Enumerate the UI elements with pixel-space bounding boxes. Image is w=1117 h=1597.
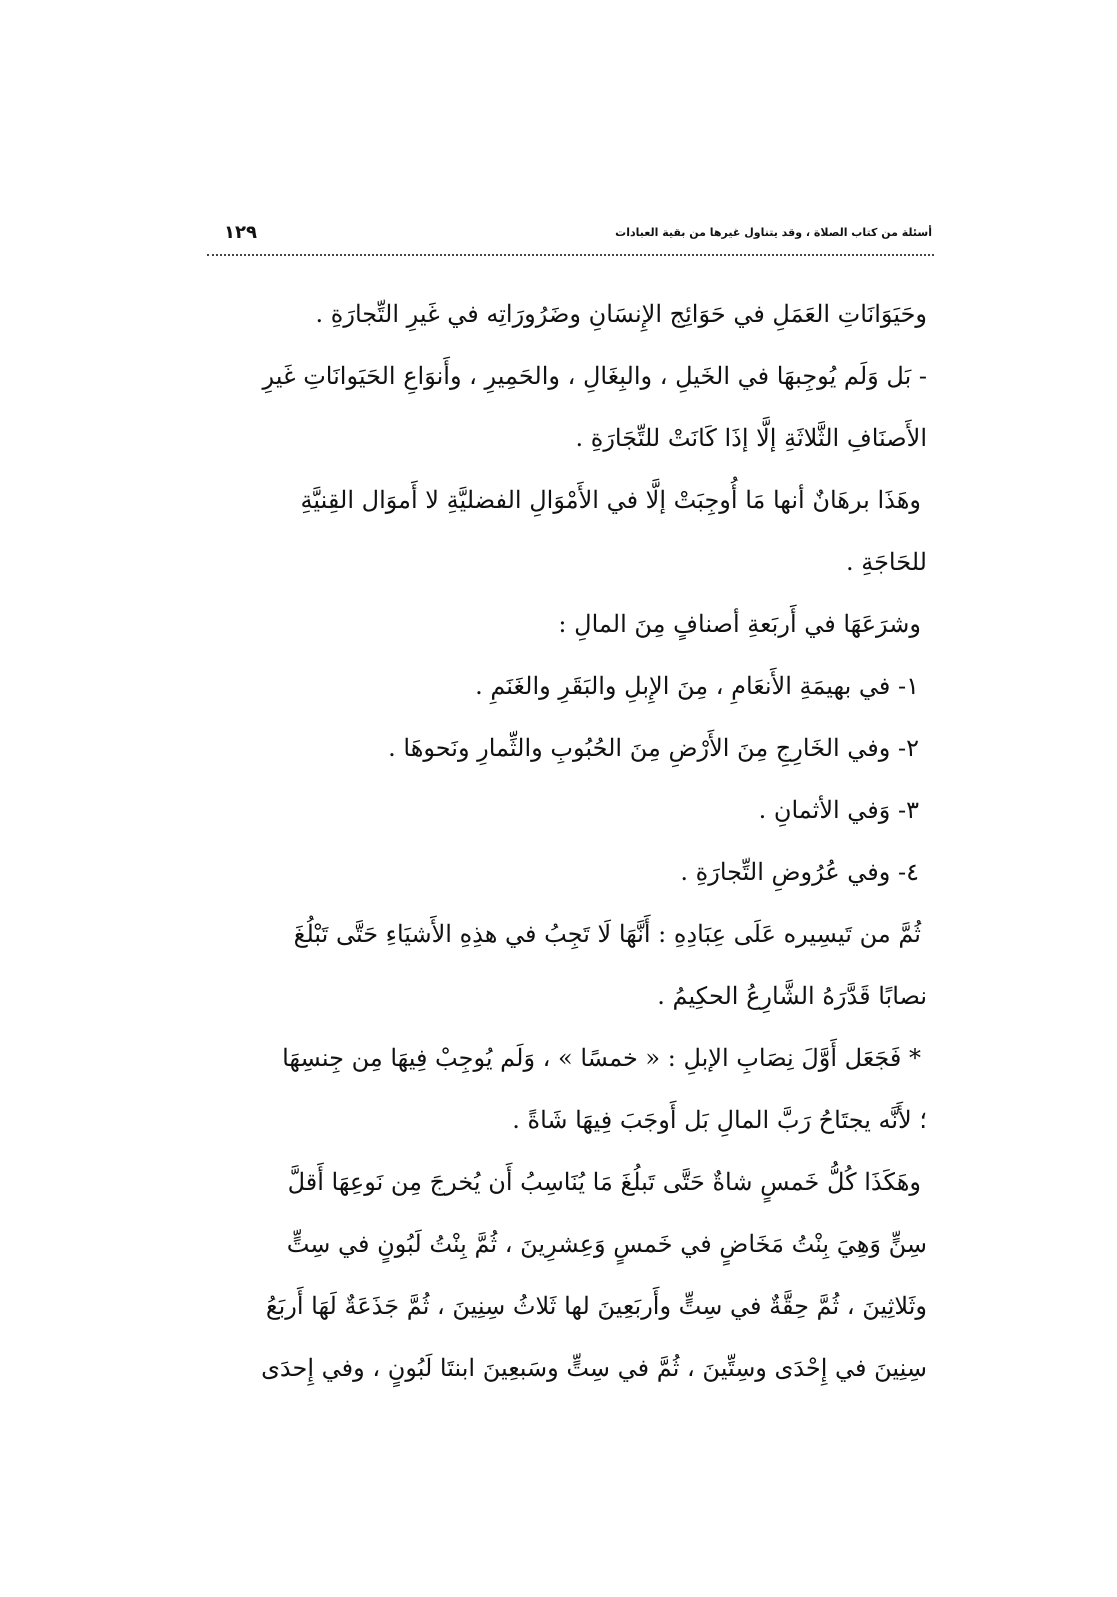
running-header <box>210 222 932 248</box>
running-header-title: أسئلة من كتاب الصلاة ، وقد يتناول غيرها من بقية العبادات <box>615 226 932 239</box>
list-item: ٢- وفي الخَارِجِ مِنَ الأَرْضِ مِنَ الحُبُوبِ والثِّمارِ ونَحوهَا . <box>388 734 919 762</box>
text-line: وهَكَذَا كُلُّ خَمسٍ شاةٌ حَتَّى تَبلُغَ مَا يُنَاسِبُ أَن يُخرجَ مِن نَوعِهَا أَقلَّ <box>287 1168 921 1196</box>
text-line: للحَاجَةِ . <box>845 548 927 576</box>
text-line: * فَجَعَل أَوَّلَ نِصَابِ الإبلِ : « خمسًا » ، وَلَم يُوجِبْ فِيهَا مِن جِنسِهَا <box>282 1044 921 1072</box>
text-line: سِنِينَ في إِحْدَى وسِتِّينَ ، ثُمَّ في سِتٍّ وسَبعِينَ ابنتَا لَبُونٍ ، وفي إِحدَى <box>261 1354 927 1382</box>
text-line: الأَصنَافِ الثَّلاثَةِ إلَّا إذَا كَانَتْ للتِّجَارَةِ . <box>575 424 927 452</box>
list-item: ١- في بهيمَةِ الأَنعَامِ ، مِنَ الإِبلِ والبَقَرِ والغَنَمِ . <box>475 672 919 700</box>
text-line: وثَلاثِينَ ، ثُمَّ حِقَّةٌ في سِتٍّ وأَربَعِينَ لها ثَلاثُ سِنِينَ ، ثُمَّ جَذَعَةٌ لَهَا أَربَعُ <box>265 1292 927 1320</box>
text-line: نصابًا قَدَّرَهُ الشَّارِعُ الحكِيمُ . <box>657 982 927 1010</box>
text-line: سِنٍّ وَهِيَ بِنْتُ مَخَاضٍ في خَمسٍ وَعِشرِينَ ، ثُمَّ بِنْتُ لَبُونٍ في سِتٍّ <box>286 1230 927 1258</box>
text-line: وحَيَوَانَاتِ العَمَلِ في حَوَائِج الإِنسَانِ وضَرُورَاتِه في غَيرِ التِّجارَةِ . <box>315 300 927 328</box>
list-item: ٤- وفي عُرُوضِ التِّجارَةِ . <box>680 858 919 886</box>
page-number: ١٢٩ <box>224 222 257 243</box>
text-line: - بَل وَلَم يُوجِبهَا في الخَيلِ ، والبِغَالِ ، والحَمِيرِ ، وأَنوَاعِ الحَيَوانَاتِ غَيرِ <box>262 362 927 390</box>
list-item: ٣- وَفي الأثمانِ . <box>758 796 919 824</box>
text-line: وشرَعَهَا في أَربَعةِ أصنافٍ مِنَ المالِ : <box>558 610 921 638</box>
header-divider <box>207 254 934 256</box>
text-line: ؛ لأَنَّه يجتَاحُ رَبَّ المالِ بَل أَوجَبَ فِيهَا شَاةً . <box>512 1106 927 1134</box>
text-line: ثُمَّ من تَيسِيره عَلَى عِبَادِهِ : أَنَّهَا لَا تَجِبُ في هذِهِ الأَشيَاءِ حَتَّى تَبْلُغَ <box>293 920 921 948</box>
body-text <box>215 283 927 1399</box>
text-line: وهَذَا برهَانٌ أنها مَا أُوجِبَتْ إلَّا في الأَمْوَالِ الفضليَّةِ لا أَموَال القِنيَّةِ <box>300 486 921 514</box>
